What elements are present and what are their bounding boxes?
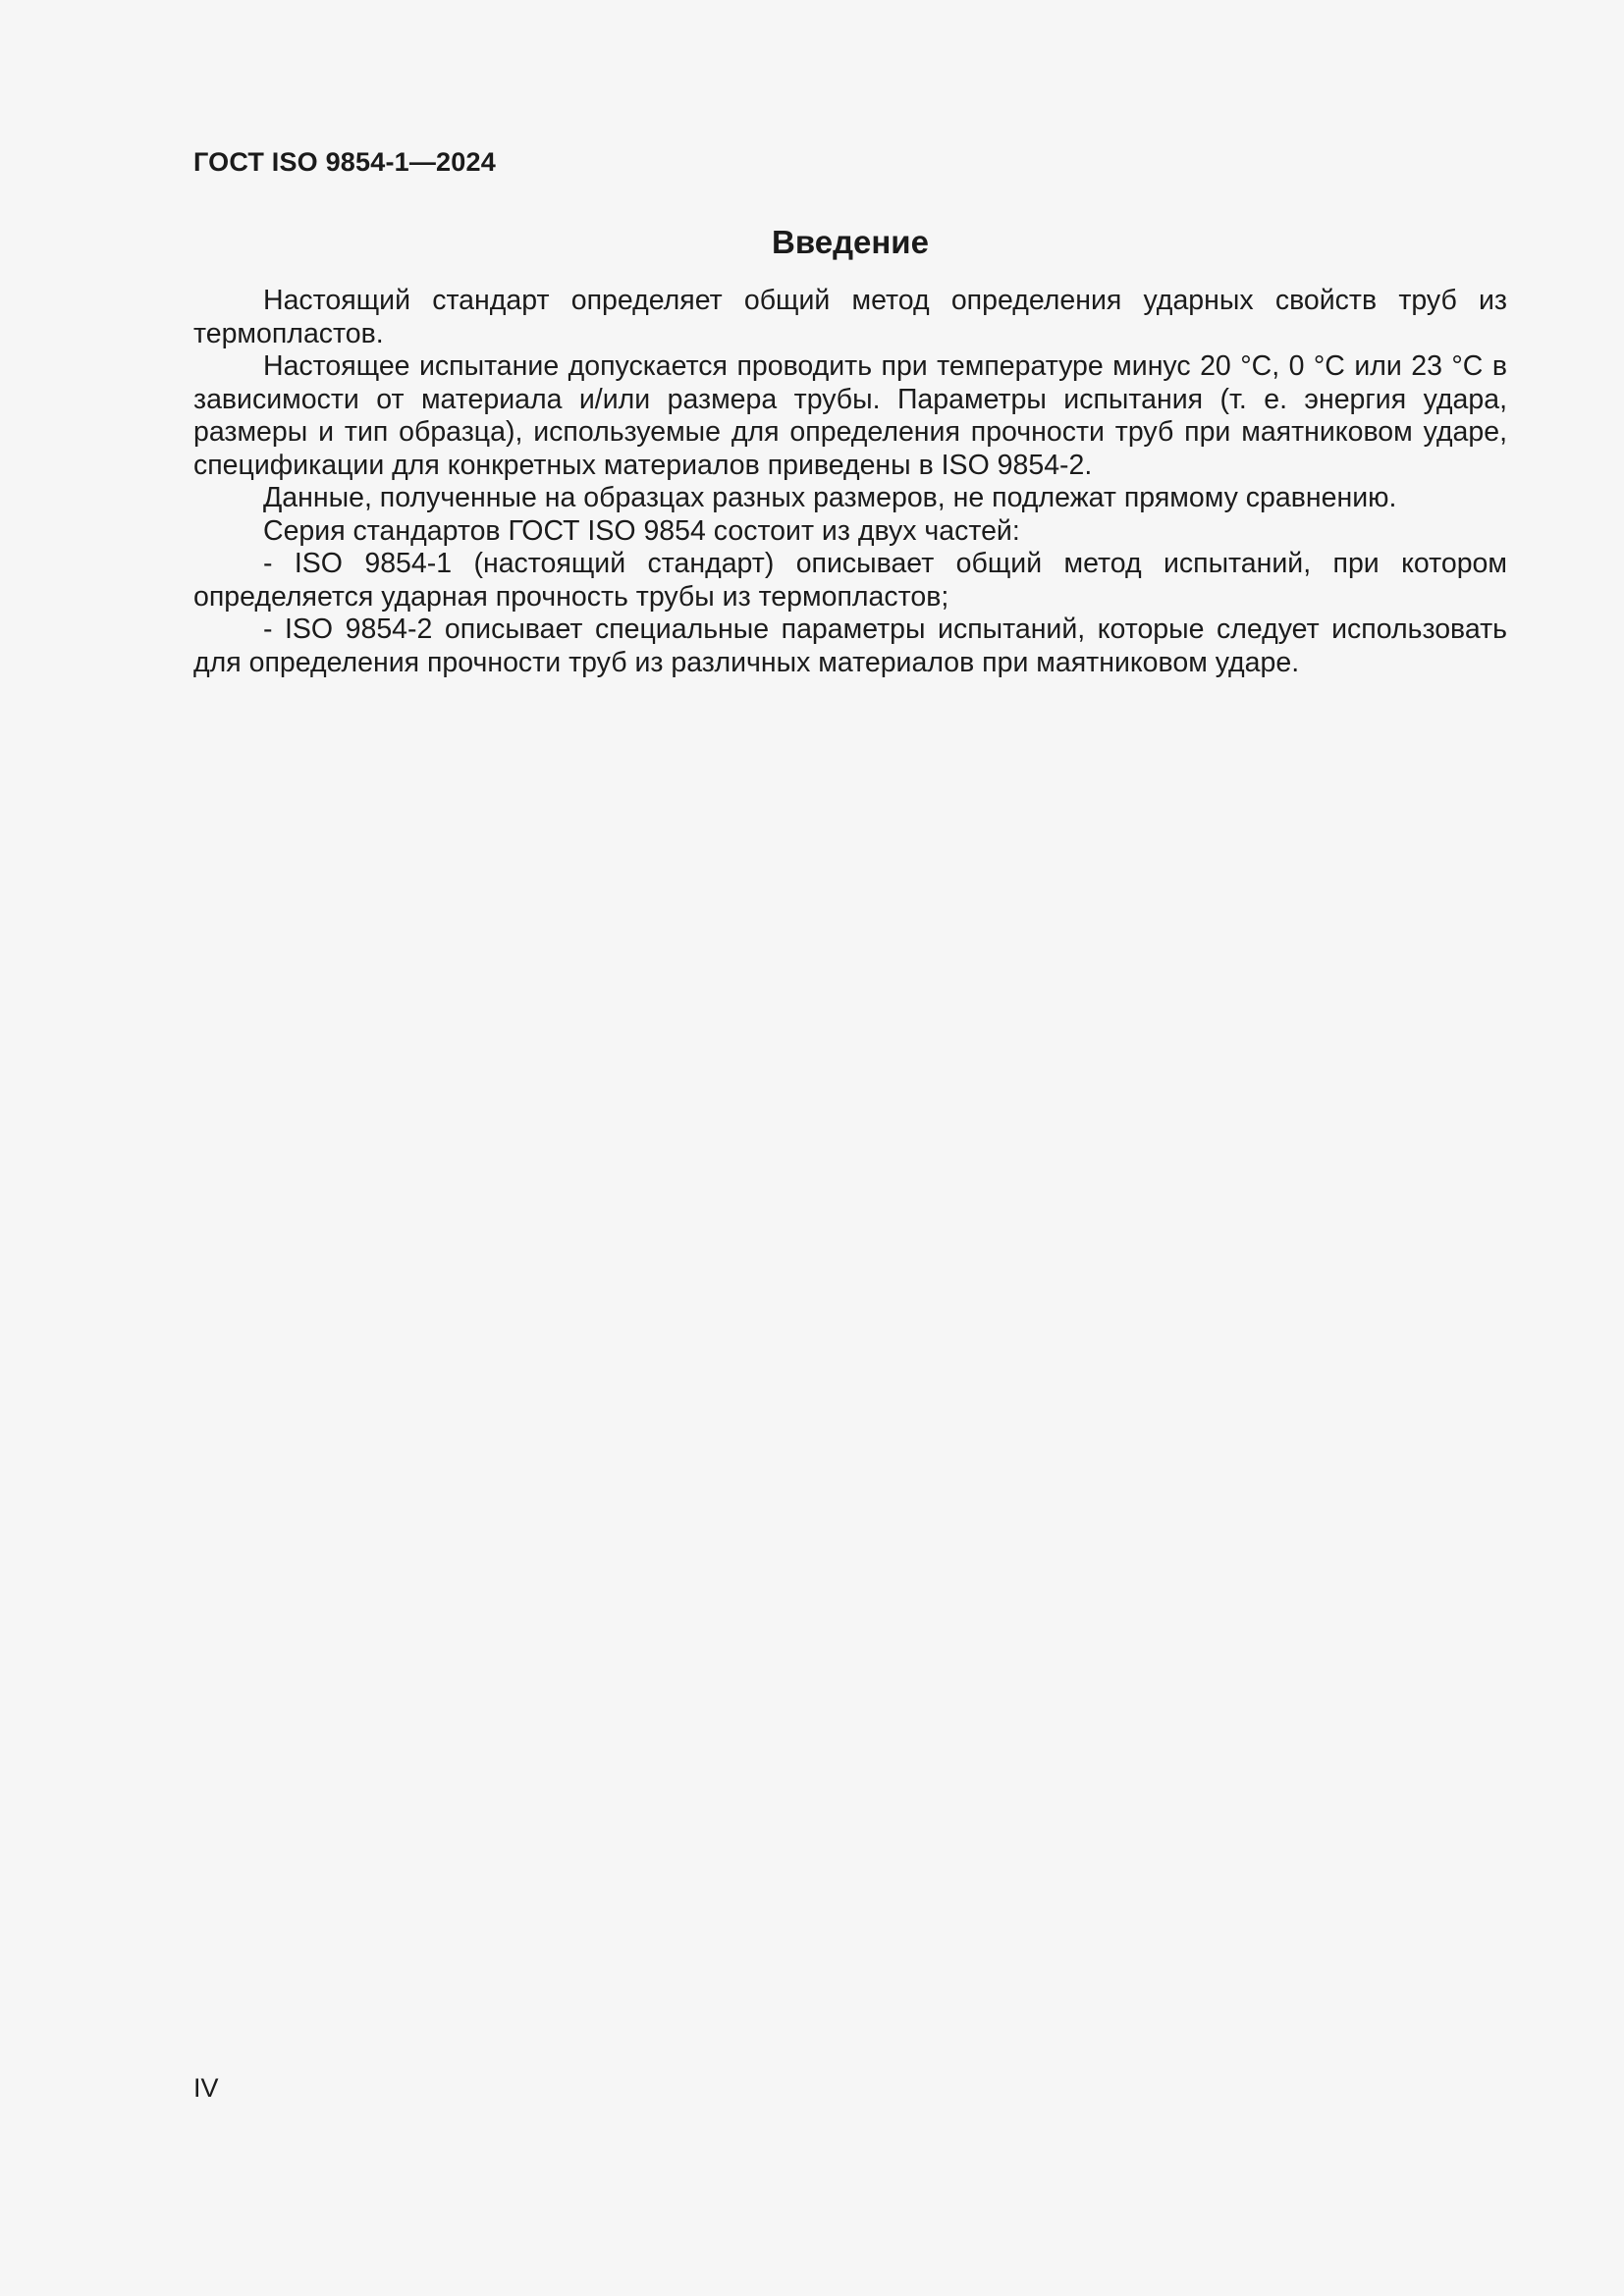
introduction-body (193, 285, 1507, 679)
list-item-part-2: - ISO 9854-2 описывает специальные параметры испытаний, которые следует использовать для определения прочности труб из различных материалов при маятниковом ударе. (193, 614, 1507, 678)
paragraph-test-conditions: Настоящее испытание допускается проводить при температуре минус 20 °С, 0 °С или 23 °С в зависимости от материала и/или размера трубы. Параметры испытания (т. е. энергия удара, размеры и тип образца), используемые для определения прочности труб при маятниковом ударе, спецификации для конкретных материалов приведены в ISO 9854-2. (193, 350, 1507, 481)
paragraph-scope: Настоящий стандарт определяет общий метод определения ударных свойств труб из термопластов. (193, 285, 1507, 349)
page-number: IV (193, 2073, 219, 2103)
paragraph-comparison-note: Данные, полученные на образцах разных размеров, не подлежат прямому сравнению. (263, 482, 1397, 513)
document-code-header: ГОСТ ISO 9854-1—2024 (193, 147, 496, 177)
section-title: Введение (772, 224, 929, 260)
list-item-part-1: - ISO 9854-1 (настоящий стандарт) описывает общий метод испытаний, при котором определяется ударная прочность трубы из термопластов; (193, 548, 1507, 613)
paragraph-series-intro: Серия стандартов ГОСТ ISO 9854 состоит из двух частей: (263, 514, 1020, 547)
